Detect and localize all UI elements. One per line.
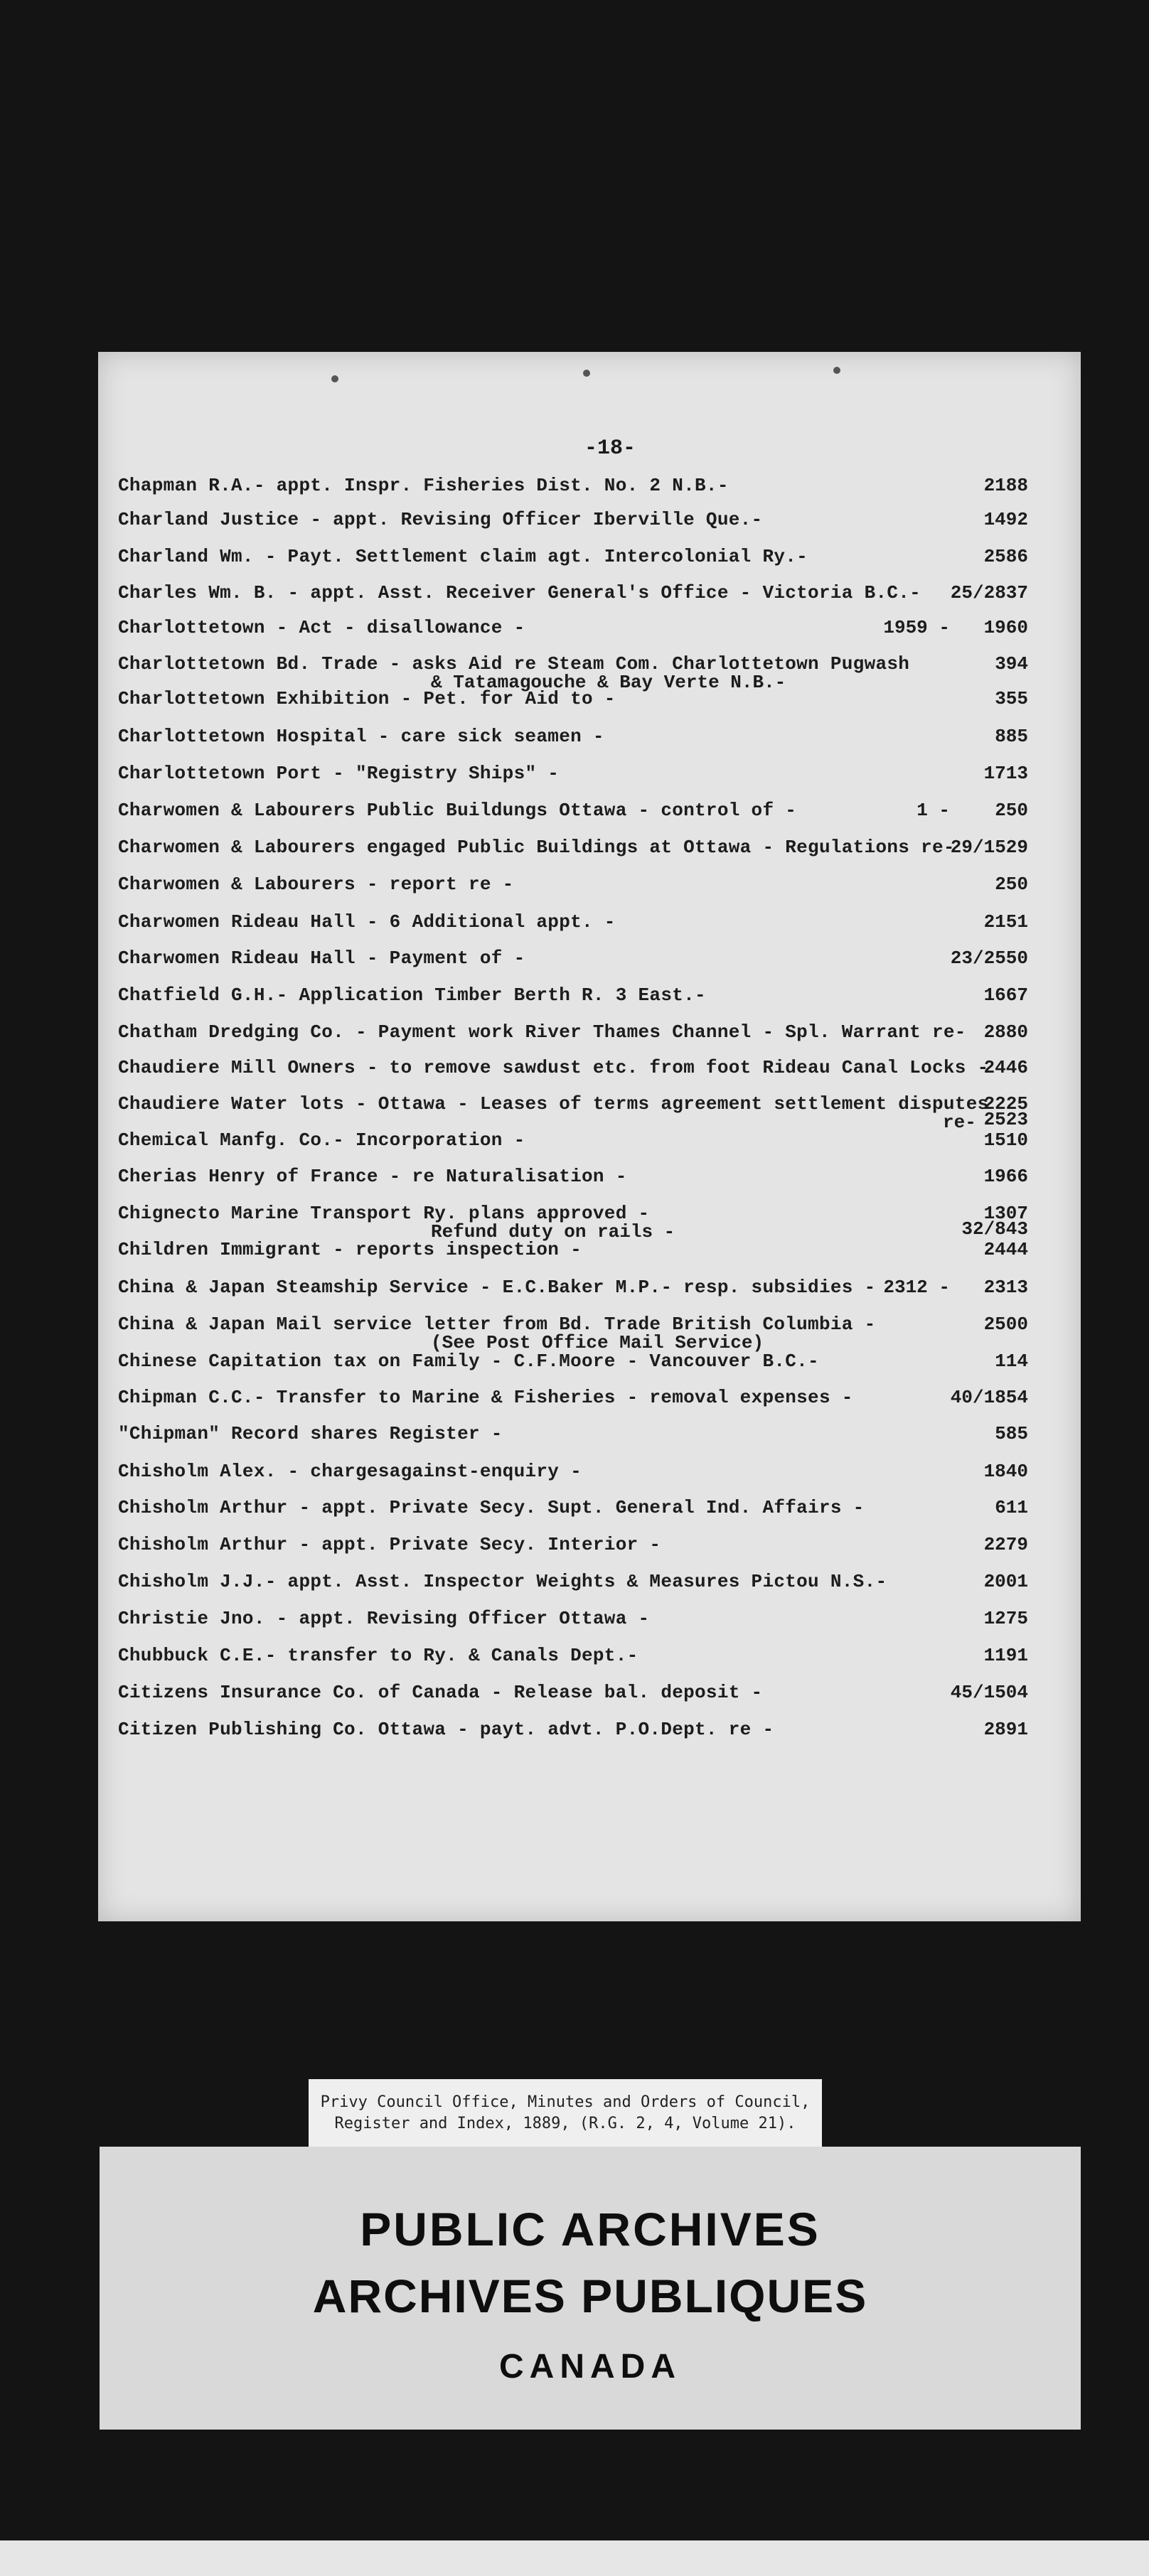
index-entry: [118, 1057, 1028, 1085]
index-entry: [118, 1719, 1028, 1747]
entry-reference-range-start: 1959 -: [883, 617, 950, 638]
index-entry: [118, 1166, 1028, 1194]
index-entry: [118, 1239, 1028, 1267]
entry-text: Charlottetown Exhibition - Pet. for Aid to -: [118, 688, 616, 709]
entry-continuation: & Tatamagouche & Bay Verte N.B.-: [431, 672, 786, 693]
entry-reference: 2001: [983, 1571, 1028, 1592]
entry-continuation: Refund duty on rails -: [431, 1221, 675, 1243]
index-entry: [118, 1021, 1028, 1050]
index-entry: [118, 874, 1028, 902]
index-entry: [118, 1645, 1028, 1673]
index-entry: [118, 1571, 1028, 1599]
entry-reference: 1510: [983, 1129, 1028, 1151]
entry-text: Chipman C.C.- Transfer to Marine & Fisheries - removal expenses -: [118, 1387, 853, 1408]
entry-reference: 250: [995, 800, 1028, 821]
entry-reference: 2151: [983, 911, 1028, 933]
entry-text: Chaudiere Water lots - Ottawa - Leases of terms agreement settlement disputes: [118, 1093, 989, 1115]
index-entry: [118, 948, 1028, 976]
index-entry: [118, 1423, 1028, 1451]
entry-reference: 1191: [983, 1645, 1028, 1666]
entry-text: Chaudiere Mill Owners - to remove sawdust etc. from foot Rideau Canal Locks -: [118, 1057, 989, 1078]
entry-text: Chisholm Alex. - chargesagainst-enquiry -: [118, 1461, 582, 1482]
entry-reference-range-start: 1 -: [916, 800, 950, 821]
entry-reference: 355: [995, 688, 1028, 709]
entry-text: Chapman R.A.- appt. Inspr. Fisheries Dist. No. 2 N.B.-: [118, 475, 729, 496]
page-number: -18-: [584, 436, 636, 461]
entry-reference-range-start: 2312 -: [883, 1277, 950, 1298]
entry-text: China & Japan Mail service letter from Bd. Trade British Columbia -: [118, 1314, 876, 1335]
archive-line1: PUBLIC ARCHIVES: [360, 2203, 821, 2255]
entry-text: Chisholm Arthur - appt. Private Secy. Supt. General Ind. Affairs -: [118, 1497, 865, 1518]
entry-text: Charlottetown - Act - disallowance -: [118, 617, 525, 638]
entry-reference: 1966: [983, 1166, 1028, 1187]
entry-text: Chignecto Marine Transport Ry. plans approved -: [118, 1203, 650, 1224]
source-label-line1: Privy Council Office, Minutes and Orders of Council,: [320, 2093, 811, 2111]
entry-reference: 394: [995, 653, 1028, 675]
entry-text: Chatham Dredging Co. - Payment work River Thames Channel - Spl. Warrant re-: [118, 1021, 966, 1043]
entry-reference: 1713: [983, 763, 1028, 784]
entry-reference: 2188: [983, 475, 1028, 496]
entry-text: Charlottetown Bd. Trade - asks Aid re Steam Com. Charlottetown Pugwash: [118, 653, 910, 675]
entry-reference: 25/2837: [950, 582, 1028, 603]
index-entry: [118, 1608, 1028, 1636]
entry-text: Charland Wm. - Payt. Settlement claim agt. Intercolonial Ry.-: [118, 546, 808, 567]
entry-reference: 1307: [983, 1203, 1028, 1224]
entry-reference: 611: [995, 1497, 1028, 1518]
index-entry: [118, 509, 1028, 537]
index-entry: [118, 763, 1028, 791]
entry-reference: 2586: [983, 546, 1028, 567]
entry-reference: 585: [995, 1423, 1028, 1444]
entry-text: Chemical Manfg. Co.- Incorporation -: [118, 1129, 525, 1151]
index-entry: [118, 1129, 1028, 1158]
source-label: [309, 2079, 822, 2150]
entry-text: Chubbuck C.E.- transfer to Ry. & Canals Dept.-: [118, 1645, 638, 1666]
entry-reference: 1667: [983, 984, 1028, 1006]
index-entry: [118, 1682, 1028, 1710]
entry-reference: 40/1854: [950, 1387, 1028, 1408]
entry-reference: 45/1504: [950, 1682, 1028, 1703]
index-entry: [118, 546, 1028, 574]
entry-reference: 2225: [983, 1093, 1028, 1115]
entry-text: Charwomen & Labourers Public Buildungs Ottawa - control of -: [118, 800, 797, 821]
archive-line2: ARCHIVES PUBLIQUES: [312, 2270, 868, 2322]
index-entry: [118, 1461, 1028, 1489]
entry-reference: 250: [995, 874, 1028, 895]
entry-text: Christie Jno. - appt. Revising Officer Ottawa -: [118, 1608, 650, 1629]
entry-continuation: re-: [943, 1112, 976, 1133]
index-entry: [118, 1534, 1028, 1562]
entry-text: Chisholm Arthur - appt. Private Secy. Interior -: [118, 1534, 661, 1555]
entry-text: Charwomen & Labourers - report re -: [118, 874, 514, 895]
entry-text: Charwomen Rideau Hall - 6 Additional appt. -: [118, 911, 616, 933]
entry-reference: 23/2550: [950, 948, 1028, 969]
entry-text: Charwomen & Labourers engaged Public Buildings at Ottawa - Regulations re-: [118, 837, 955, 858]
archive-stamp: [100, 2147, 1081, 2430]
entry-reference: 2891: [983, 1719, 1028, 1740]
entry-reference: 1840: [983, 1461, 1028, 1482]
index-entry: [118, 800, 1028, 828]
bottom-strip: [0, 2540, 1149, 2576]
entry-reference: 2500: [983, 1314, 1028, 1335]
entry-reference: 2313: [983, 1277, 1028, 1298]
index-entry: [118, 1351, 1028, 1379]
index-entry: [118, 582, 1028, 611]
entry-text: Chisholm J.J.- appt. Asst. Inspector Weights & Measures Pictou N.S.-: [118, 1571, 887, 1592]
entry-reference: 2444: [983, 1239, 1028, 1260]
entry-text: "Chipman" Record shares Register -: [118, 1423, 503, 1444]
entry-reference: 2446: [983, 1057, 1028, 1078]
entry-text: China & Japan Steamship Service - E.C.Baker M.P.- resp. subsidies -: [118, 1277, 876, 1298]
entry-text: Chinese Capitation tax on Family - C.F.Moore - Vancouver B.C.-: [118, 1351, 819, 1372]
index-entry: [118, 726, 1028, 754]
index-entry: [118, 475, 1028, 503]
entry-reference-secondary: 2523: [983, 1109, 1028, 1130]
index-entry: [118, 837, 1028, 865]
entry-text: Charlottetown Hospital - care sick seamen -: [118, 726, 604, 747]
index-entry: [118, 688, 1028, 717]
source-label-line2: Register and Index, 1889, (R.G. 2, 4, Volume 21).: [334, 2115, 796, 2132]
entry-text: Children Immigrant - reports inspection -: [118, 1239, 582, 1260]
entry-text: Charland Justice - appt. Revising Officer Iberville Que.-: [118, 509, 763, 530]
entry-text: Charlottetown Port - "Registry Ships" -: [118, 763, 560, 784]
entry-reference: 2279: [983, 1534, 1028, 1555]
entry-text: Citizens Insurance Co. of Canada - Release bal. deposit -: [118, 1682, 763, 1703]
entry-reference: 885: [995, 726, 1028, 747]
entry-reference: 29/1529: [950, 837, 1028, 858]
entry-reference: 1275: [983, 1608, 1028, 1629]
entry-text: Charles Wm. B. - appt. Asst. Receiver General's Office - Victoria B.C.-: [118, 582, 921, 603]
index-entry: [118, 1093, 1028, 1133]
entry-text: Citizen Publishing Co. Ottawa - payt. advt. P.O.Dept. re -: [118, 1719, 774, 1740]
index-entry: [118, 1497, 1028, 1525]
index-entry: [118, 984, 1028, 1013]
entry-text: Chatfield G.H.- Application Timber Berth R. 3 East.-: [118, 984, 706, 1006]
entry-continuation: (See Post Office Mail Service): [431, 1332, 764, 1353]
index-entry: [118, 1314, 1028, 1353]
entry-reference-secondary: 32/843: [961, 1218, 1028, 1240]
entry-text: Cherias Henry of France - re Naturalisation -: [118, 1166, 627, 1187]
index-entry: [118, 1387, 1028, 1415]
entry-text: Charwomen Rideau Hall - Payment of -: [118, 948, 525, 969]
entry-reference: 1960: [983, 617, 1028, 638]
index-entry: [118, 1277, 1028, 1305]
index-entry: [118, 1203, 1028, 1243]
archive-line3: CANADA: [499, 2348, 681, 2386]
entry-reference: 1492: [983, 509, 1028, 530]
entry-reference: 114: [995, 1351, 1028, 1372]
index-entry: [118, 911, 1028, 940]
index-entry: [118, 617, 1028, 645]
index-entry: [118, 653, 1028, 693]
entry-reference: 2880: [983, 1021, 1028, 1043]
